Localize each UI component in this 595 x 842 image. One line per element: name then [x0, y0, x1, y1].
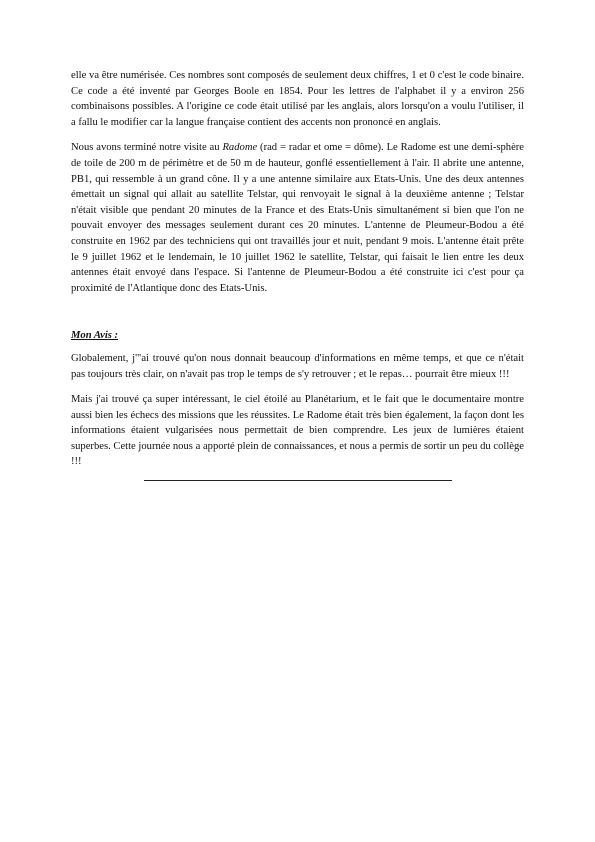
paragraph-radome: [71, 140, 524, 296]
radome-text: (rad = radar et ome = dôme). Le Radome est une demi-sphère de toile de 200 m de périmètre et de 50 m de hauteur, gonflé essentiellement à l'air. Il abrite une antenne, PB1, qui ressemble à un grand cône. Il y a une antenne similaire aux Etats-Unis. Une des deux antennes émettait un signal qui allait au satellite Telstar, qui renvoyait le signal à la deuxième antenne ; Telstar n'était visible que pendant 20 minutes de la France et des Etats-Unis simultanément si bien que l'on ne pouvait envoyer des messages seulement durant ces 20 minutes. L'antenne de Pleumeur-Bodou a été construite en 1962 par des techniciens qui ont travaillés jour et nuit, pendant 9 mois. L'antenne était prête le 9 juillet 1962 et le lendemain, le 10 juillet 1962 le satellite, Telstar, qui faisait le lien entre les deux antennes était envoyé dans l'espace. Si l'antenne de Pleumeur-Bodou a été construite ici c'est pour ça proximité de l'Atlantique donc des Etats-Unis.: [71, 142, 525, 294]
section-spacer: [71, 306, 524, 328]
section-heading-mon-avis: Mon Avis :: [71, 330, 119, 342]
horizontal-rule: [144, 480, 452, 481]
document-page: [71, 68, 524, 481]
radome-term: Radome: [222, 142, 258, 154]
paragraph-binary-code: elle va être numérisée. Ces nombres sont composés de seulement deux chiffres, 1 et 0 c'est le code binaire. Ce code a été inventé par Georges Boole en 1854. Pour les lettres de l'alphabet il y a environ 256 combinaisons possibles. A l'origine ce code était utilisé par les anglais, alors lorsqu'on a voulu l'utiliser, il a fallu le modifier car la langue française contient des accents non prononcé en anglais.: [71, 70, 524, 128]
radome-intro: Nous avons terminé notre visite au: [71, 142, 223, 154]
paragraph-avis-2: Mais j'ai trouvé ça super intéressant, le ciel étoilé au Planétarium, et le fait que le documentaire montre aussi bien les échecs des missions que les réussites. Le Radome était très bien également, la façon dont les informations étaient vulgarisées nous permettait de bien comprendre. Les jeux de lumières étaient superbes. Cette journée nous a apporté plein de connaissances, et nous a permis de sortir un peu du collège !!!: [71, 394, 524, 468]
paragraph-avis-1: Globalement, j'"ai trouvé qu'on nous donnait beaucoup d'informations en même temps, et que ce n'était pas toujours très clair, on n'avait pas trop le temps de s'y retrouver ; et le repas… pourrait être mieux !!!: [71, 352, 524, 380]
